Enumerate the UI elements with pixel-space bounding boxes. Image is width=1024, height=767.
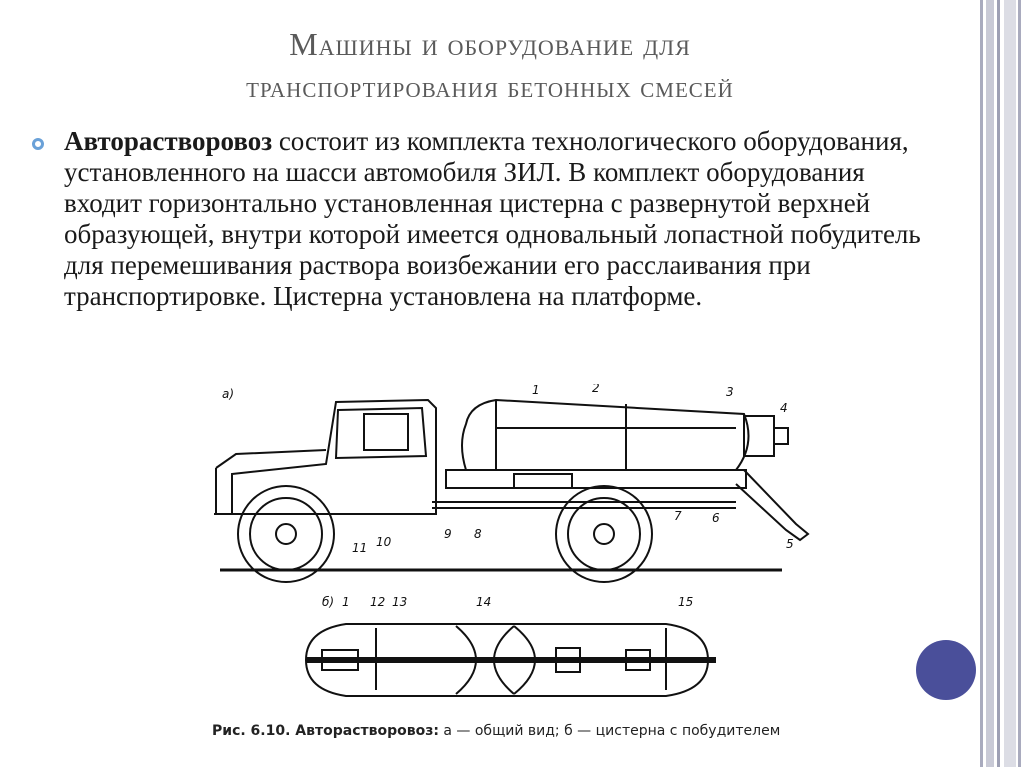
figure-caption: [212, 722, 812, 740]
title-line-2: транспортирования бетонных смесей: [246, 71, 734, 104]
callout-8: 8: [474, 527, 482, 541]
bullet-bold-term: Авторастворовоз: [64, 126, 273, 156]
figure-label-b: б): [322, 595, 335, 609]
callout-5: 5: [786, 537, 794, 551]
callout-1: 1: [532, 384, 540, 397]
bullet-body: состоит из комплекта технологического оборудования, установленного на шасси автомобиля ЗИЛ. В комплект оборудования входит горизонтально установленная цистерна с развернутой верхней образующей, внутри которой имеется одновальный лопастной побудитель для перемешивания раствора воизбежании его расслаивания при транспортировке. Цистерна установлена на платформе.: [64, 126, 921, 311]
callout-2: 2: [592, 384, 600, 395]
bullet-paragraph: [32, 126, 932, 312]
callout-15: 15: [678, 595, 694, 609]
callout-10: 10: [376, 535, 392, 549]
callout-9: 9: [444, 527, 452, 541]
border-stripe: [997, 0, 1000, 767]
truck-drawing: [196, 384, 816, 762]
callout-14: 14: [476, 595, 492, 609]
title-line-1: Машины и оборудование для: [289, 26, 691, 62]
callout-6: 6: [712, 511, 720, 525]
border-stripe: [1004, 0, 1016, 767]
caption-text: а — общий вид; б — цистерна с побудителем: [438, 723, 781, 739]
callout-12: 12: [370, 595, 386, 609]
nav-circle-icon: [916, 640, 976, 700]
callout-3: 3: [726, 385, 734, 399]
callout-7: 7: [674, 509, 682, 523]
bullet-circle-icon: [32, 138, 44, 150]
callout-b-1: 1: [342, 595, 350, 609]
callout-11: 11: [352, 541, 368, 555]
border-stripe: [986, 0, 994, 767]
callout-4: 4: [780, 401, 788, 415]
caption-bold: Рис. 6.10. Авторастворовоз:: [212, 723, 439, 739]
slide-title: [60, 22, 920, 110]
border-stripe: [1018, 0, 1021, 767]
figure-label-a: а): [222, 387, 235, 401]
border-stripe: [980, 0, 983, 767]
slide-right-border: [980, 0, 1024, 767]
bullet-text: [64, 126, 932, 312]
callout-13: 13: [392, 595, 408, 609]
